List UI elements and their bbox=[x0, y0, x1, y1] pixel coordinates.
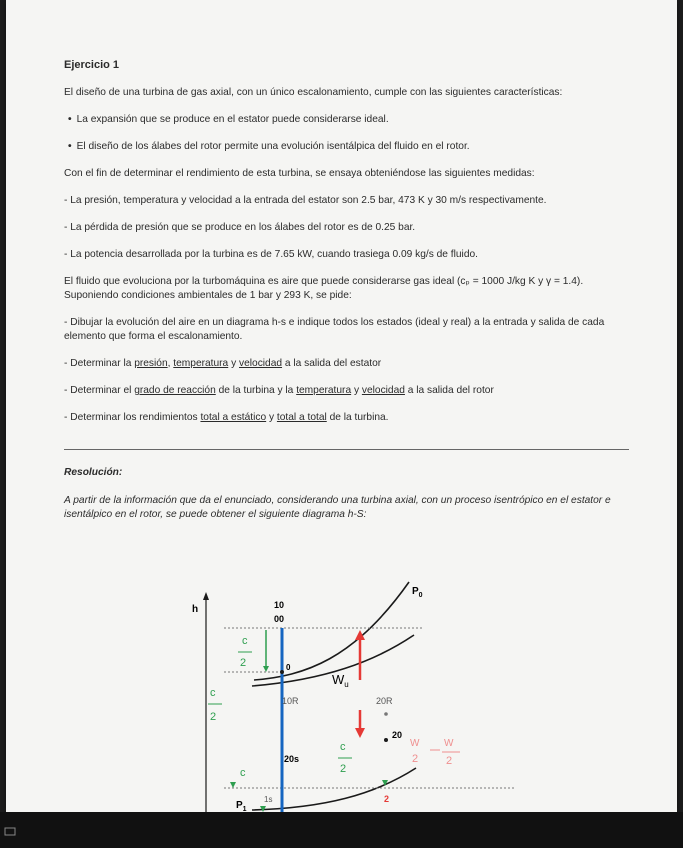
taskbar bbox=[0, 812, 683, 848]
q4-total-total: total a total bbox=[276, 412, 327, 423]
section-divider bbox=[64, 449, 629, 450]
bullet-item: • El diseño de los álabes del rotor permite una evolución isentálpica del fluido en el rotor. bbox=[68, 140, 629, 154]
q3-sep: y bbox=[351, 385, 362, 396]
q2-prefix: - Determinar la bbox=[64, 358, 135, 369]
c2-arrowhead bbox=[230, 782, 236, 788]
q4-suffix: de la turbina. bbox=[326, 412, 389, 423]
label-2: 2 bbox=[384, 794, 390, 804]
point-20r bbox=[384, 712, 388, 716]
label-1s: 1s bbox=[264, 795, 273, 804]
q2-sep1: , bbox=[167, 358, 174, 369]
exercise-intro: El diseño de una turbina de gas axial, con un único escalonamiento, cumple con las siguientes características: bbox=[64, 87, 563, 98]
w-left-label: W bbox=[410, 738, 420, 749]
isobar-p0 bbox=[254, 582, 409, 680]
isobar-p1 bbox=[252, 768, 416, 810]
label-20r: 20R bbox=[376, 696, 393, 706]
q2-velocity: velocidad bbox=[239, 358, 283, 369]
label-0: 0 bbox=[286, 663, 291, 672]
w-left-denominator: 2 bbox=[412, 753, 419, 765]
label-10r: 10R bbox=[282, 696, 299, 706]
label-p1: $P_1$ bbox=[236, 800, 247, 812]
resolution-text: A partir de la información que da el enunciado, considerando una turbina axial, con un proceso isentrópico en el estator e isentálpico en el rotor, se puede obtener el siguiente diagrama h-S: bbox=[64, 495, 611, 520]
label-10: 10 bbox=[274, 600, 285, 610]
q3-temperature: temperatura bbox=[296, 385, 352, 396]
q2-suffix: a la salida del estator bbox=[282, 358, 382, 369]
w-right-denominator: 2 bbox=[446, 755, 453, 767]
c0-denominator: 2 bbox=[240, 657, 247, 669]
q3-suffix: a la salida del rotor bbox=[404, 385, 494, 396]
label-20s: 20s bbox=[284, 754, 300, 764]
question-3 bbox=[64, 384, 629, 398]
q3-mid: de la turbina y la bbox=[215, 385, 297, 396]
app-icon bbox=[4, 826, 16, 836]
q4-mid: y bbox=[266, 412, 277, 423]
question-4 bbox=[64, 411, 629, 425]
exercise-title: Ejercicio 1 bbox=[64, 59, 120, 71]
wu-label: $W_u$ bbox=[332, 672, 349, 689]
label-20: 20 bbox=[392, 730, 403, 740]
c1-label: c bbox=[210, 687, 216, 699]
label-p0: $P_0$ bbox=[412, 586, 423, 599]
bullet-item: • La expansión que se produce en el estator puede considerarse ideal. bbox=[68, 113, 629, 127]
q2-temperature: temperatura bbox=[173, 358, 229, 369]
question-1: - Dibujar la evolución del aire en un diagrama h-s e indique todos los estados (ideal y real) a la entrada y salida de cada elemento que forma el escalonamiento. bbox=[64, 317, 605, 342]
q4-total-static: total a estático bbox=[200, 412, 267, 423]
question-2 bbox=[64, 357, 629, 371]
q2-pressure: presión bbox=[134, 358, 168, 369]
measures-intro: Con el fin de determinar el rendimiento de esta turbina, se ensaya obteniéndose las siguientes medidas: bbox=[64, 168, 535, 179]
c2-mid-label: c bbox=[340, 741, 346, 753]
point-20 bbox=[384, 738, 388, 742]
c0-label: c bbox=[242, 635, 248, 647]
wu-down-arrowhead bbox=[355, 728, 365, 738]
q3-prefix: - Determinar el bbox=[64, 385, 135, 396]
point-0 bbox=[280, 670, 284, 674]
c1-denominator: 2 bbox=[210, 711, 217, 723]
measure-item: - La presión, temperatura y velocidad a la entrada del estator son 2.5 bar, 473 K y 30 m/s respectivamente. bbox=[64, 195, 547, 206]
q3-reaction-degree: grado de reacción bbox=[134, 385, 216, 396]
q4-prefix: - Determinar los rendimientos bbox=[64, 412, 201, 423]
label-00: 00 bbox=[274, 614, 285, 624]
c2-mid-denominator: 2 bbox=[340, 763, 347, 775]
fluid-paragraph: El fluido que evoluciona por la turbomáquina es aire que puede considerarse gas ideal (cₚ = 1000 J/kg K y γ = 1.4). Suponiendo condiciones ambientales de 1 bar y 293 K, se pide: bbox=[64, 276, 584, 301]
document-content bbox=[64, 58, 629, 528]
q3-velocity: velocidad bbox=[361, 385, 405, 396]
measure-item: - La potencia desarrollada por la turbina es de 7.65 kW, cuando trasiega 0.09 kg/s de fluido. bbox=[64, 249, 478, 260]
h-axis-label: h bbox=[192, 604, 199, 615]
c0-arrowhead bbox=[263, 666, 269, 672]
q2-sep2: y bbox=[228, 358, 239, 369]
measure-item: - La pérdida de presión que se produce en los álabes del rotor es de 0.25 bar. bbox=[64, 222, 416, 233]
hs-diagram bbox=[124, 580, 524, 812]
w-right-label: W bbox=[444, 738, 454, 749]
resolution-title: Resolución: bbox=[64, 467, 123, 478]
h-axis-arrow bbox=[203, 592, 209, 600]
c2-label: c bbox=[240, 767, 246, 779]
document-page bbox=[6, 0, 677, 812]
